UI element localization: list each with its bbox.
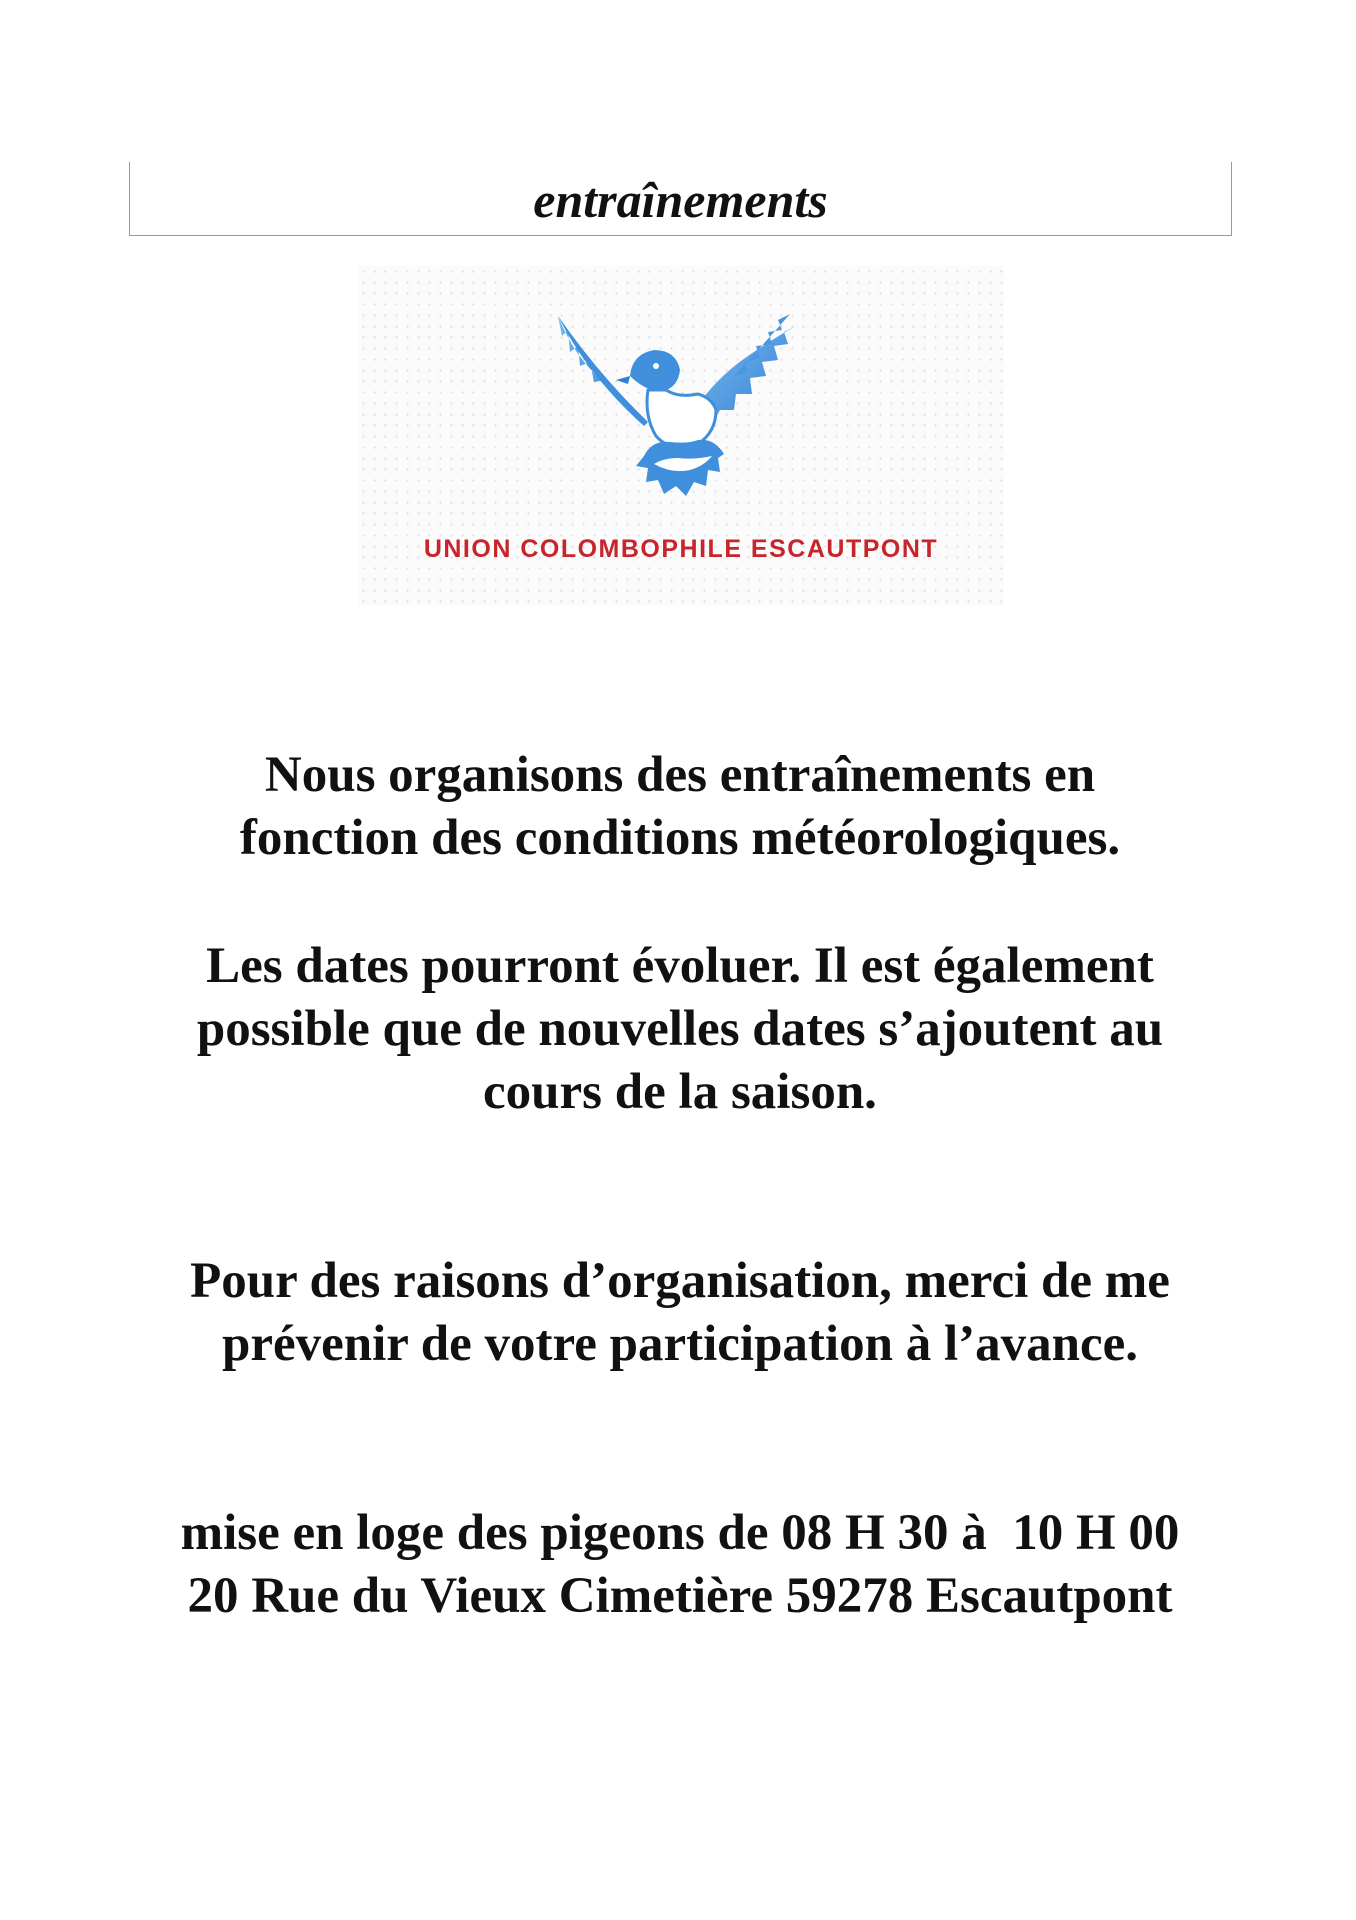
text-line: cours de la saison.: [483, 1064, 877, 1120]
paragraph-schedule-address: [120, 1502, 1240, 1628]
text-line: fonction des conditions météorologiques.: [239, 810, 1121, 866]
text-line: Pour des raisons d’organisation, merci de me: [190, 1253, 1170, 1309]
header-frame: [129, 162, 1232, 236]
paragraph-registration: [120, 1250, 1240, 1376]
paragraph-dates: [120, 935, 1240, 1124]
page-title: entraînements: [533, 172, 828, 228]
logo-text: UNION COLOMBOPHILE ESCAUTPONT: [423, 535, 939, 563]
dove-icon: [548, 306, 818, 516]
text-line: prévenir de votre participation à l’avance.: [222, 1316, 1138, 1372]
text-line: Nous organisons des entraînements en: [264, 747, 1096, 803]
club-logo: [358, 266, 1004, 606]
text-line: possible que de nouvelles dates s’ajoutent au: [196, 1001, 1164, 1057]
text-line: Les dates pourront évoluer. Il est également: [206, 938, 1154, 994]
schedule-line: mise en loge des pigeons de 08 H 30 à 10 H 00: [180, 1505, 1180, 1561]
paragraph-weather: [120, 744, 1240, 870]
address-line: 20 Rue du Vieux Cimetière 59278 Escautpont: [187, 1568, 1173, 1624]
